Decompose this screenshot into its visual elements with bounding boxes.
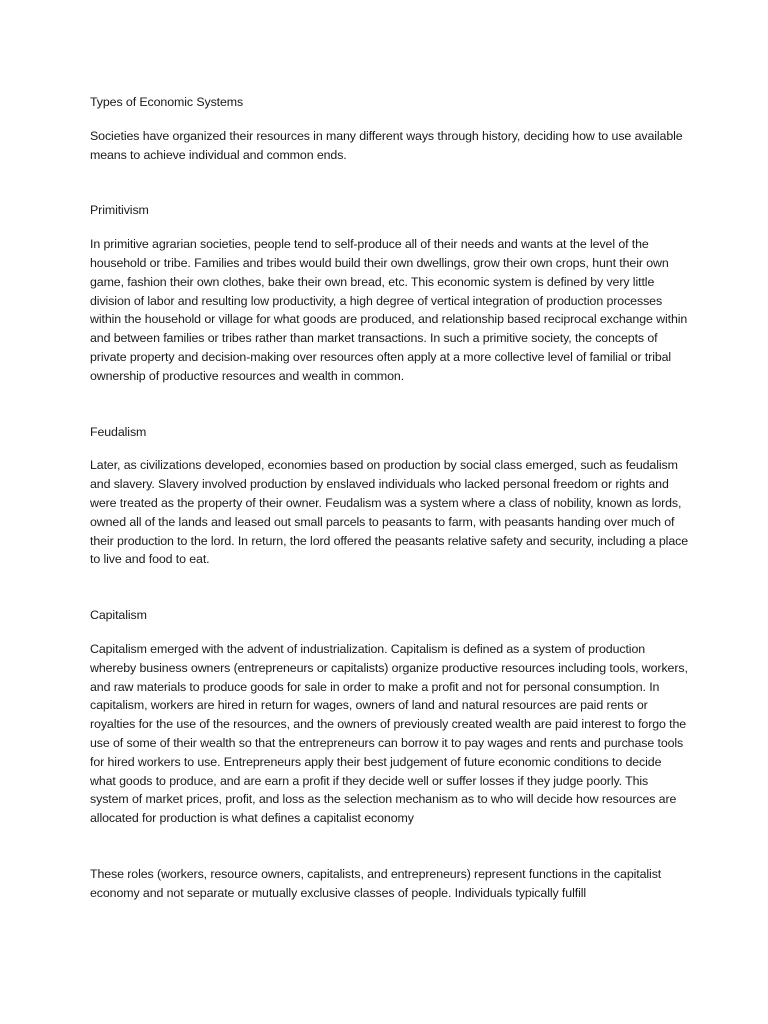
section-heading-primitivism: Primitivism <box>90 203 149 218</box>
section-heading-feudalism: Feudalism <box>90 424 147 439</box>
section-body-feudalism: Later, as civilizations developed, economies based on production by social class emerged, such as feudalism and slavery. Slavery involved production by enslaved individuals who lacked personal freedom or rights and were treated as the property of their owner. Feudalism was a system where a class of nobility, known as lords, owned all of the lands and leased out small parcels to peasants to farm, with peasants handing over much of their production to the lord. In return, the lord offered the peasants relative safety and security, including a place to live and food to eat. <box>90 458 688 567</box>
section-body-capitalism: Capitalism emerged with the advent of industrialization. Capitalism is defined as a system of production whereby business owners (entrepreneurs or capitalists) organize productive resources including tools, workers, and raw materials to produce goods for sale in order to make a profit and not for personal consumption. In capitalism, workers are hired in return for wages, owners of land and natural resources are paid rents or royalties for the use of the resources, and the owners of previously created wealth are paid interest to forgo the use of some of their wealth so that the entrepreneurs can borrow it to pay wages and rents and purchase tools for hired workers to use. Entrepreneurs apply their best judgement of future economic conditions to decide what goods to produce, and are earn a profit if they decide well or suffer losses if they judge poorly. This system of market prices, profit, and loss as the selection mechanism as to who will decide how resources are allocated for production is what defines a capitalist economy <box>90 641 688 826</box>
closing-paragraph: These roles (workers, resource owners, capitalists, and entrepreneurs) represent functions in the capitalist economy and not separate or mutually exclusive classes of people. Individuals typically fulfill <box>90 866 662 900</box>
intro-paragraph: Societies have organized their resources in many different ways through history, deciding how to use available means to achieve individual and common ends. <box>90 128 683 162</box>
section-heading-capitalism: Capitalism <box>90 608 147 623</box>
document-body <box>90 93 690 903</box>
section-body-primitivism: In primitive agrarian societies, people tend to self-produce all of their needs and wants at the level of the household or tribe. Families and tribes would build their own dwellings, grow their own crops, hunt their own game, fashion their own clothes, bake their own bread, etc. This economic system is defined by very little division of labor and resulting low productivity, a high degree of vertical integration of production processes within the household or village for what goods are produced, and relationship based reciprocal exchange within and between families or tribes rather than market transactions. In such a primitive society, the concepts of private property and decision-making over resources often apply at a more collective level of familial or tribal ownership of productive resources and wealth in common. <box>90 237 688 383</box>
document-title: Types of Economic Systems <box>90 95 244 109</box>
